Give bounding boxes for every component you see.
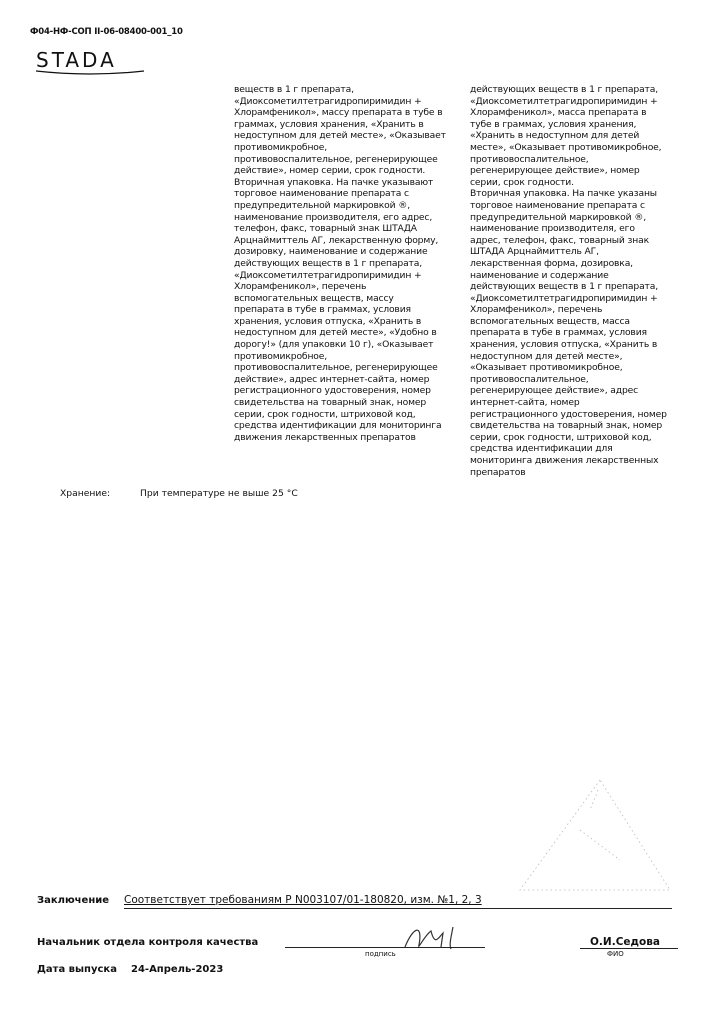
- document-code: Ф04-НФ-СОП II-06-08400-001_10: [30, 27, 183, 37]
- issue-date-label: Дата выпуска: [37, 964, 117, 975]
- name-line: [580, 948, 678, 949]
- storage-label: Хранение:: [60, 488, 111, 499]
- stada-logo: [36, 46, 144, 76]
- head-of-qc-label: Начальник отдела контроля качества: [37, 937, 259, 948]
- signature-line: [285, 947, 485, 948]
- left-column-text: веществ в 1 г препарата, «Диоксометилтетрагидропиримидин + Хлорамфеникол», массу препарата в тубе в граммах, условия хранения, «Хранить в недоступном для детей месте», «Оказывает противомикробное, противовоспалительное, регенерирующее действие», номер серии, срок годности. Вторичная упаковка. На пачке указывают торговое наименование препарата с предупредительной маркировкой ®, наименование производителя, его адрес, телефон, факс, товарный знак ШТАДА Арцнаймиттель АГ, лекарственную форму, дозировку, наименование и содержание действующих веществ в 1 г препарата, «Диоксометилтетрагидропиримидин + Хлорамфеникол», перечень вспомогательных веществ, массу препарата в тубе в граммах, условия хранения, условия отпуска, «Хранить в недоступном для детей месте», «Удобно в дорогу!» (для упаковки 10 г), «Оказывает противомикробное, противовоспалительное, регенерирующее действие», адрес интернет-сайта, номер регистрационного удостоверения, номер свидетельства на товарный знак, номер серии, срок годности, штриховой код, средства идентификации для мониторинга движения лекарственных препаратов: [234, 84, 446, 443]
- name-caption: ФИО: [607, 950, 624, 958]
- logo-text: STADA: [36, 48, 117, 72]
- handwritten-signature: [395, 917, 485, 957]
- faint-stamp-mark: [480, 770, 680, 900]
- conclusion-value: Соответствует требованиям Р N003107/01-180820, изм. №1, 2, 3: [124, 894, 482, 906]
- signer-name: О.И.Седова: [590, 936, 660, 948]
- issue-date-value: 24-Апрель-2023: [131, 964, 224, 975]
- signature-caption: подпись: [365, 950, 396, 958]
- conclusion-label: Заключение: [37, 895, 110, 906]
- storage-value: При температуре не выше 25 °С: [140, 488, 298, 499]
- conclusion-underline: [124, 908, 672, 909]
- right-column-text: действующих веществ в 1 г препарата, «Диоксометилтетрагидропиримидин + Хлорамфеникол», масса препарата в тубе в граммах, условия хранения, «Хранить в недоступном для детей месте», «Оказывает противомикробное, противовоспалительное, регенерирующее действие», номер серии, срок годности. Вторичная упаковка. На пачке указаны торговое наименование препарата с предупредительной маркировкой ®, наименование производителя, его адрес, телефон, факс, товарный знак ШТАДА Арцнаймиттель АГ, лекарственная форма, дозировка, наименование и содержание действующих веществ в 1 г препарата, «Диоксометилтетрагидропиримидин + Хлорамфеникол», перечень вспомогательных веществ, масса препарата в тубе в граммах, условия хранения, условия отпуска, «Хранить в недоступном для детей месте», «Оказывает противомикробное, противовоспалительное, регенерирующее действие», адрес интернет-сайта, номер регистрационного удостоверения, номер свидетельства на товарный знак, номер серии, срок годности, штриховой код, средства идентификации для мониторинга движения лекарственных препаратов: [470, 84, 667, 478]
